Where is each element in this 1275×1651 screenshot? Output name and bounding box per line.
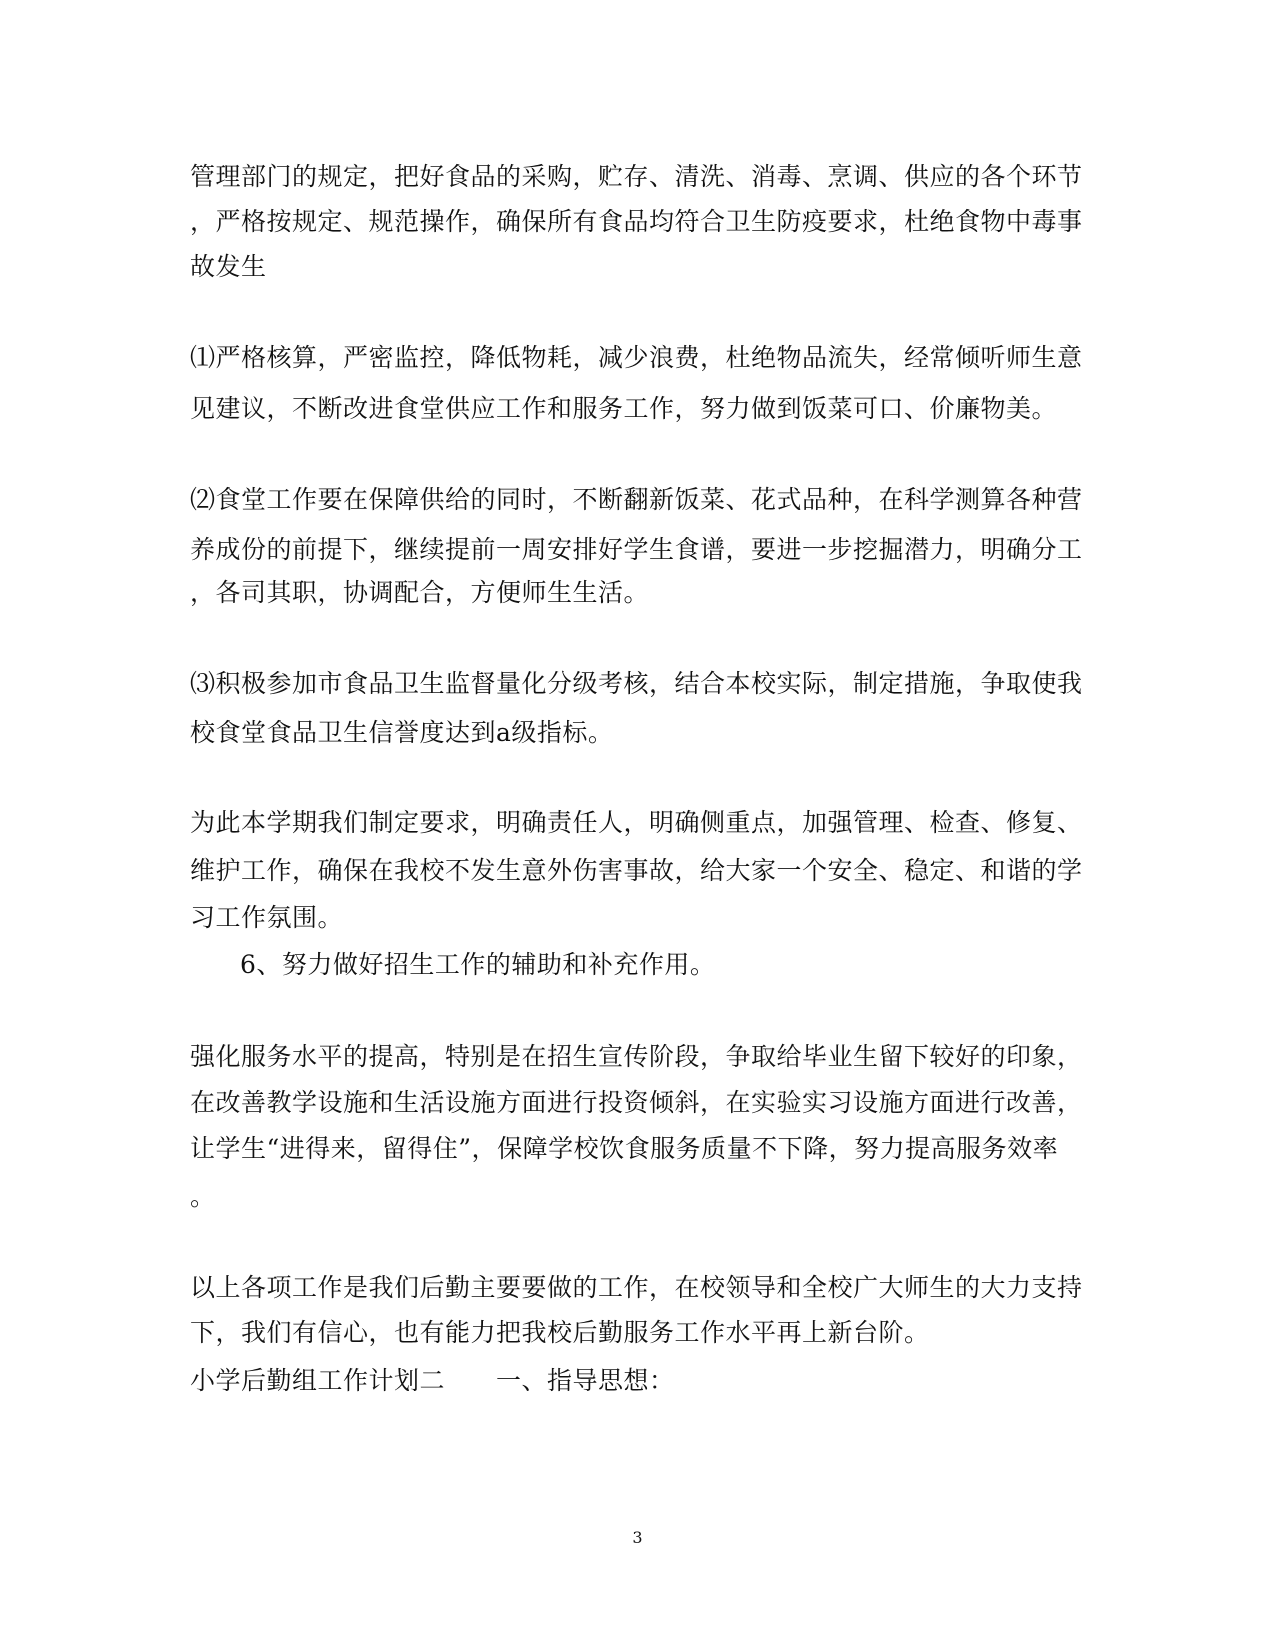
text-line: 下，我们有信心，也有能力把我校后勤服务工作水平再上新台阶。 (190, 1318, 930, 1347)
text-line: ⑵食堂工作要在保障供给的同时，不断翻新饭菜、花式品种，在科学测算各种营 (190, 485, 1083, 514)
text-line: 以上各项工作是我们后勤主要要做的工作，在校领导和全校广大师生的大力支持 (190, 1273, 1083, 1302)
text-line: 在改善教学设施和生活设施方面进行投资倾斜，在实验实习设施方面进行改善， (190, 1088, 1083, 1117)
text-line: ⑴严格核算，严密监控，降低物耗，减少浪费，杜绝物品流失，经常倾听师生意 (190, 343, 1083, 372)
text-line: 校食堂食品卫生信誉度达到a级指标。 (190, 718, 614, 747)
text-line: 为此本学期我们制定要求，明确责任人，明确侧重点，加强管理、检查、修复、 (190, 808, 1083, 837)
text-line: 让学生“进得来，留得住”，保障学校饮食服务质量不下降，努力提高服务效率 (190, 1134, 1059, 1163)
text-line: ，严格按规定、规范操作，确保所有食品均符合卫生防疫要求，杜绝食物中毒事 (190, 207, 1083, 236)
page-number: 3 (632, 1528, 643, 1547)
text-line: 养成份的前提下，继续提前一周安排好学生食谱，要进一步挖掘潜力，明确分工 (190, 535, 1083, 564)
text-line: 故发生 (190, 252, 267, 281)
section-heading: 小学后勤组工作计划二 一、指导思想： (190, 1366, 675, 1395)
text-line: 习工作氛围。 (190, 903, 344, 932)
text-line: 维护工作，确保在我校不发生意外伤害事故，给大家一个安全、稳定、和谐的学 (190, 856, 1083, 885)
text-line: 管理部门的规定，把好食品的采购，贮存、清洗、消毒、烹调、供应的各个环节 (190, 162, 1083, 191)
text-line: 见建议，不断改进食堂供应工作和服务工作，努力做到饭菜可口、价廉物美。 (190, 394, 1058, 423)
text-line: 强化服务水平的提高，特别是在招生宣传阶段，争取给毕业生留下较好的印象， (190, 1042, 1083, 1071)
text-line: ，各司其职，协调配合，方便师生生活。 (190, 578, 650, 607)
text-line: ⑶积极参加市食品卫生监督量化分级考核，结合本校实际，制定措施，争取使我 (190, 669, 1083, 698)
section-heading: 6、努力做好招生工作的辅助和补充作用。 (240, 950, 716, 979)
text-line: 。 (190, 1182, 216, 1211)
